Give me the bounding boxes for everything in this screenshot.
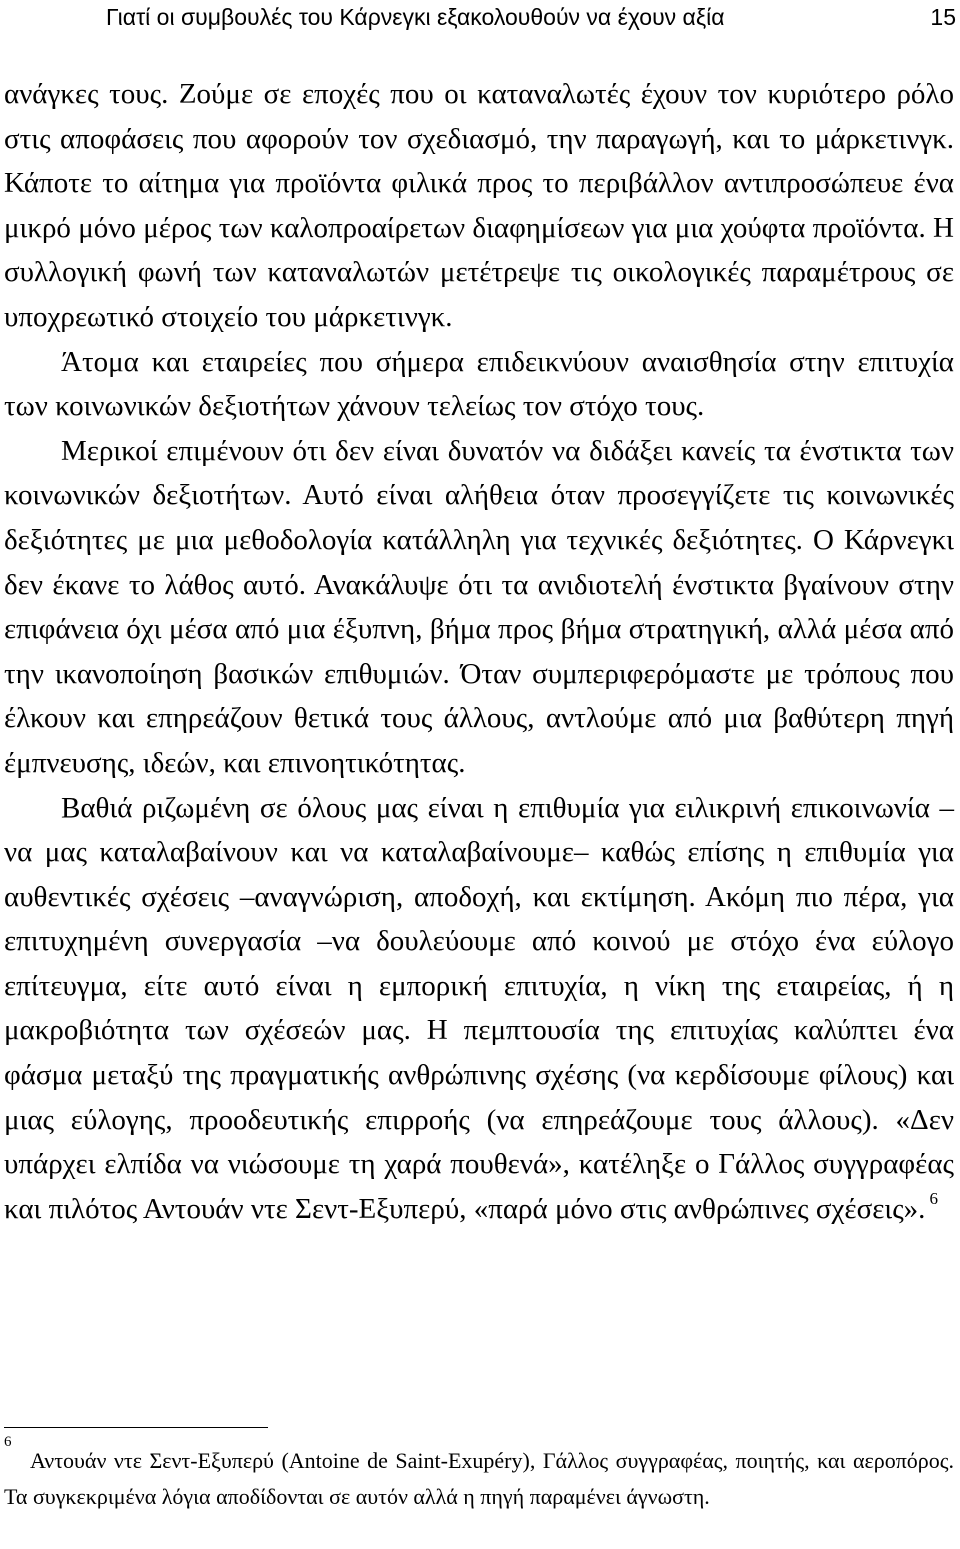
- paragraph: ανάγκες τους. Ζούμε σε εποχές που οι καταναλωτές έχουν τον κυριότερο ρόλο στις αποφάσεις που αφορούν τον σχεδιασμό, την παραγωγή, και το μάρκετινγκ. Κάποτε το αίτημα για προϊόντα φιλικά προς το περιβάλλον αντιπροσώπευε ένα μικρό μόνο μέρος των καλοπροαίρετων διαφημίσεων για μια χούφτα προϊόντα. Η συλλογική φωνή των καταναλωτών μετέτρεψε τις οικολογικές παραμέτρους σε υποχρεωτικό στοιχείο του μάρκετινγκ.: [4, 78, 954, 333]
- page-number: 15: [930, 4, 956, 30]
- footnote-divider: [4, 1427, 268, 1428]
- footnote-text: Αντουάν ντε Σεντ-Εξυπερύ (Antoine de Saint-Exupéry), Γάλλος συγγραφέας, ποιητής, και αεροπόρος. Τα συγκεκριμένα λόγια αποδίδονται σε αυτόν αλλά η πηγή παραμένει άγνωστη.: [4, 1448, 954, 1509]
- body-text: [4, 72, 954, 1231]
- paragraph-text: Βαθιά ριζωμένη σε όλους μας είναι η επιθυμία για ειλικρινή επικοινωνία –να μας καταλαβαίνουν και να καταλαβαίνουμε– καθώς επίσης η επιθυμία για αυθεντικές σχέσεις –αναγνώριση, αποδοχή, και εκτίμηση. Ακόμη πιο πέρα, για επιτυχημένη συνεργασία –να δουλεύουμε από κοινού με στόχο ένα εύλογο επίτευγμα, είτε αυτό είναι η εμπορική επιτυχία, η νίκη της εταιρείας, ή η μακροβιότητα των σχέσεών μας. Η πεμπτουσία της επιτυχίας καλύπτει ένα φάσμα μεταξύ της πραγματικής ανθρώπινης σχέσης (να κερδίσουμε φίλους) και μιας εύλογης, προοδευτικής επιρροής (να επηρεάζουμε τους άλλους). «Δεν υπάρχει ελπίδα να νιώσουμε τη χαρά πουθενά», κατέληξε ο Γάλλος συγγραφέας και πιλότος Αντουάν ντε Σεντ-Εξυπερύ, «παρά μόνο στις ανθρώπινες σχέσεις».: [4, 791, 954, 1225]
- chapter-title: Γιατί οι συμβουλές του Κάρνεγκι εξακολουθούν να έχουν αξία: [106, 4, 725, 30]
- paragraph: Μερικοί επιμένουν ότι δεν είναι δυνατόν να διδάξει κανείς τα ένστικτα των κοινωνικών δεξιοτήτων. Αυτό είναι αλήθεια όταν προσεγγίζετε τις κοινωνικές δεξιότητες με μια μεθοδολογία κατάλληλη για τεχνικές δεξιότητες. Ο Κάρνεγκι δεν έκανε το λάθος αυτό. Ανακάλυψε ότι τα ανιδιοτελή ένστικτα βγαίνουν στην επιφάνεια όχι μέσα από μια έξυπνη, βήμα προς βήμα στρατηγική, αλλά μέσα από την ικανοποίηση βασικών επιθυμιών. Όταν συμπεριφερόμαστε με τρόπους που έλκουν και επηρεάζουν θετικά τους άλλους, αντλούμε από μια βαθύτερη πηγή έμπνευσης, ιδεών, και επινοητικότητας.: [4, 434, 954, 779]
- footnote-reference[interactable]: 6: [929, 1188, 938, 1208]
- paragraph: Άτομα και εταιρείες που σήμερα επιδεικνύουν αναισθησία στην επιτυχία των κοινωνικών δεξιοτήτων χάνουν τελείως τον στόχο τους.: [4, 345, 954, 423]
- footnote-number: 6: [4, 1434, 12, 1450]
- running-header: [0, 0, 960, 40]
- paragraph: [4, 786, 954, 1232]
- footnote: [4, 1436, 954, 1515]
